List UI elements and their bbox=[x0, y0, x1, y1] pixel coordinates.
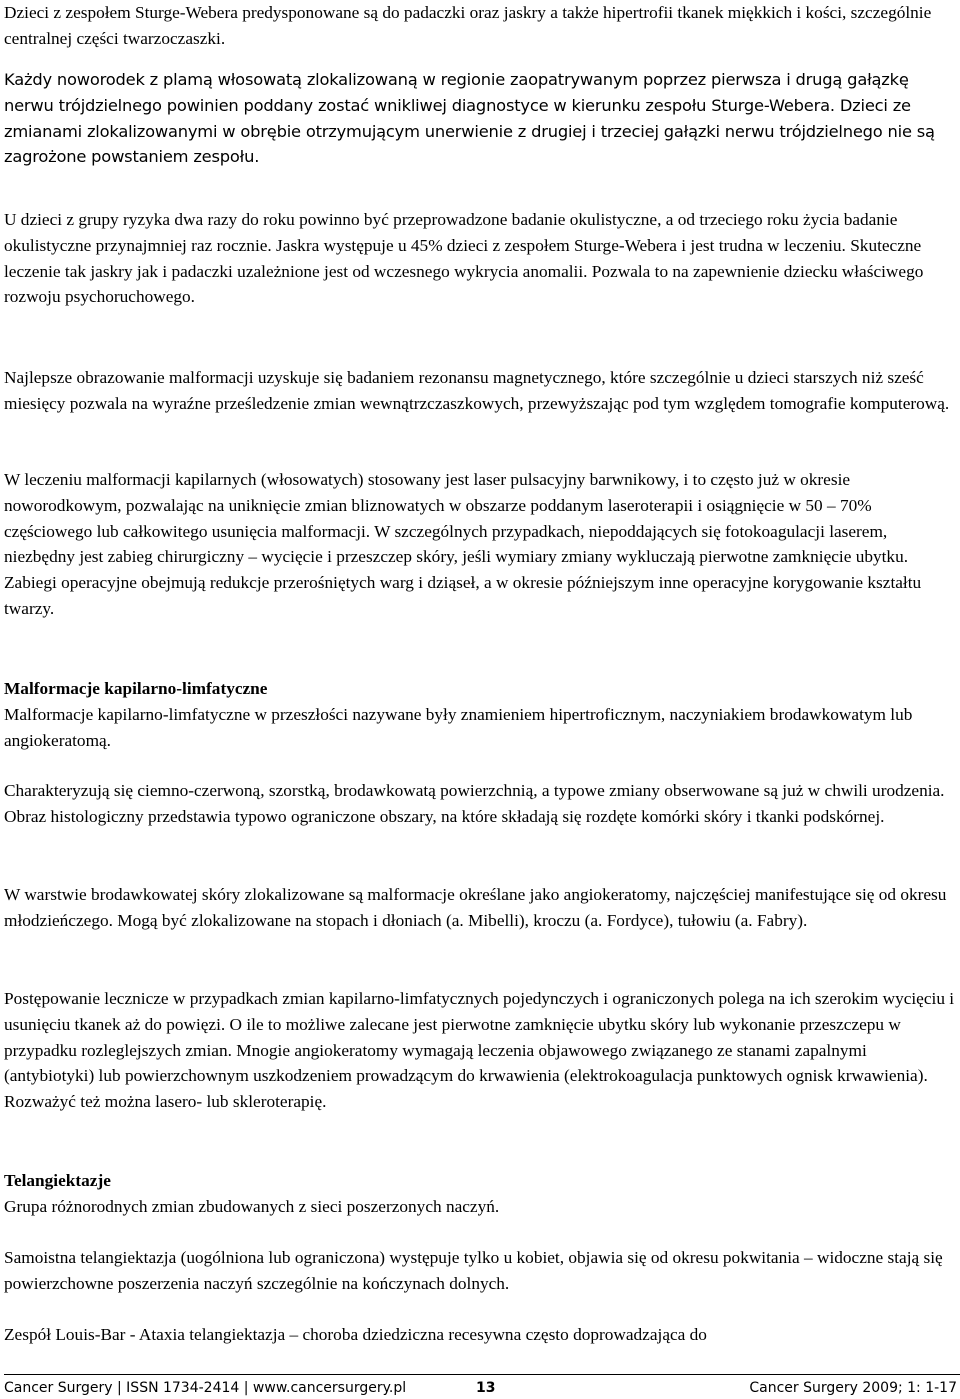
paragraph-text: W leczeniu malformacji kapilarnych (włosowatych) stosowany jest laser pulsacyjny barwnikowy, i to często już w okresie noworodkowym, pozwalając na uniknięcie zmian bliznowatych w obszarze poddanym laseroterapii i osiągnięcie w 50 – 70% częściowego lub całkowitego usunięcia malformacji. W szczególnych przypadkach, niepoddających się fotokoagulacji laserem, niezbędny jest zabieg chirurgiczny – wycięcie i przeszczep skóry, jeśli wymiary zmiany wykluczają pierwotne zamknięcie ubytku. Zabiegi operacyjne obejmują redukcje przerośniętych warg i dziąseł, a w okresie późniejszym inne operacyjne korygowanie kształtu twarzy. bbox=[4, 470, 922, 618]
footer-publication: Cancer Surgery | ISSN 1734-2414 | www.cancersurgery.pl bbox=[4, 1380, 407, 1396]
footer-citation: Cancer Surgery 2009; 1: 1-17 bbox=[749, 1380, 957, 1396]
paragraph-treatment bbox=[4, 986, 959, 1115]
paragraph-angiokeratomas bbox=[4, 882, 959, 934]
paragraph-laser-treatment bbox=[4, 467, 959, 622]
paragraph-text-sans: Dzieci ze zmianami zlokalizowanymi w obrębie otrzymującym unerwienie z drugiej i trzeciej gałązki nerwu trójdzielnego nie są zagrożone powstaniem zespołu. bbox=[4, 95, 935, 167]
paragraph-text: W warstwie brodawkowatej skóry zlokalizowane są malformacje określane jako angiokeratomy, najczęściej manifestujące się od okresu młodzieńczego. Mogą być zlokalizowane na stopach i dłoniach (a. Mibelli), kroczu (a. Fordyce), tułowiu (a. Fabry). bbox=[4, 885, 947, 930]
paragraph-mri-imaging bbox=[4, 365, 959, 417]
heading-text: Malformacje kapilarno-limfatyczne bbox=[4, 679, 268, 698]
paragraph-text: Dzieci z zespołem Sturge-Webera predysponowane są do padaczki oraz jaskry a także hipertrofii tkanek miękkich i kości, szczególnie centralnej części twarzoczaszki. bbox=[4, 3, 932, 48]
page-footer bbox=[4, 1374, 960, 1397]
paragraph-text: Malformacje kapilarno-limfatyczne w przeszłości nazywane były znamieniem hipertroficznym, naczyniakiem brodawkowatym lub angiokeratomą. bbox=[4, 705, 913, 750]
paragraph-sturge-weber-predisposition bbox=[4, 0, 959, 52]
section-heading-telangiectasia bbox=[4, 1168, 959, 1194]
paragraph-text: Grupa różnorodnych zmian zbudowanych z sieci poszerzonych naczyń. bbox=[4, 1197, 500, 1216]
paragraph-newborn-diagnostics bbox=[4, 67, 959, 170]
paragraph-text: Najlepsze obrazowanie malformacji uzyskuje się badaniem rezonansu magnetycznego, które szczególnie u dzieci starszych niż sześć miesięcy pozwala na wyraźne prześledzenie zmian wewnątrzczaszkowych, przewyższając pod tym względem tomografie komputerową. bbox=[4, 368, 950, 413]
heading-text: Telangiektazje bbox=[4, 1171, 111, 1190]
paragraph-text-sans: Każdy noworodek z plamą włosowatą zlokalizowaną w regionie zaopatrywanym poprzez pierwsza i drugą gałązkę nerwu trójdzielnego powinien poddany zostać wnikliwej diagnostyce w kierunku zespołu Sturge-Webera. bbox=[4, 70, 909, 115]
section-heading-capillary-lymphatic bbox=[4, 676, 959, 702]
paragraph-spontaneous-telangiectasia bbox=[4, 1245, 959, 1297]
paragraph-capillary-lymphatic-definition bbox=[4, 702, 959, 754]
paragraph-louis-bar bbox=[4, 1322, 959, 1348]
footer-page-number: 13 bbox=[476, 1380, 496, 1396]
paragraph-text: Zespół Louis-Bar - Ataxia telangiektazja – choroba dziedziczna recesywna często doprowadzająca do bbox=[4, 1325, 707, 1344]
paragraph-text: Samoistna telangiektazja (uogólniona lub ograniczona) występuje tylko u kobiet, objawia się od okresu pokwitania – widoczne stają się powierzchowne poszerzenia naczyń szczególnie na kończynach dolnych. bbox=[4, 1248, 943, 1293]
paragraph-ophthalmic-screening bbox=[4, 207, 959, 310]
paragraph-text: Charakteryzują się ciemno-czerwoną, szorstką, brodawkowatą powierzchnią, a typowe zmiany obserwowane są już w chwili urodzenia. Obraz histologiczny przedstawia typowo ograniczone obszary, na które składają się rozdęte komórki skóry i tkanki podskórnej. bbox=[4, 781, 945, 826]
paragraph-text: Postępowanie lecznicze w przypadkach zmian kapilarno-limfatycznych pojedynczych i ograniczonych polega na ich szerokim wycięciu i usunięciu tkanek aż do powięzi. O ile to możliwe zalecane jest pierwotne zamknięcie ubytku skóry lub wykonanie przeszczepu w przypadku rozleglejszych zmian. Mnogie angiokeratomy wymagają leczenia objawowego związanego ze stanami zapalnymi (antybiotyki) lub powierzchownym uszkodzeniem prowadzącym do krwawienia (elektrokoagulacja punktowych ognisk krwawienia). Rozważyć też można lasero- lub skleroterapię. bbox=[4, 989, 955, 1112]
paragraph-telangiectasia-definition bbox=[4, 1194, 959, 1220]
paragraph-characteristics bbox=[4, 778, 959, 830]
paragraph-text: U dzieci z grupy ryzyka dwa razy do roku powinno być przeprowadzone badanie okulistyczne, a od trzeciego roku życia badanie okulistyczne przynajmniej raz rocznie. Jaskra występuje u 45% dzieci z zespołem Sturge-Webera i jest trudna w leczeniu. Skuteczne leczenie tak jaskry jak i padaczki uzależnione jest od wczesnego wykrycia anomalii. Pozwala to na zapewnienie dziecku właściwego rozwoju psychoruchowego. bbox=[4, 210, 924, 307]
